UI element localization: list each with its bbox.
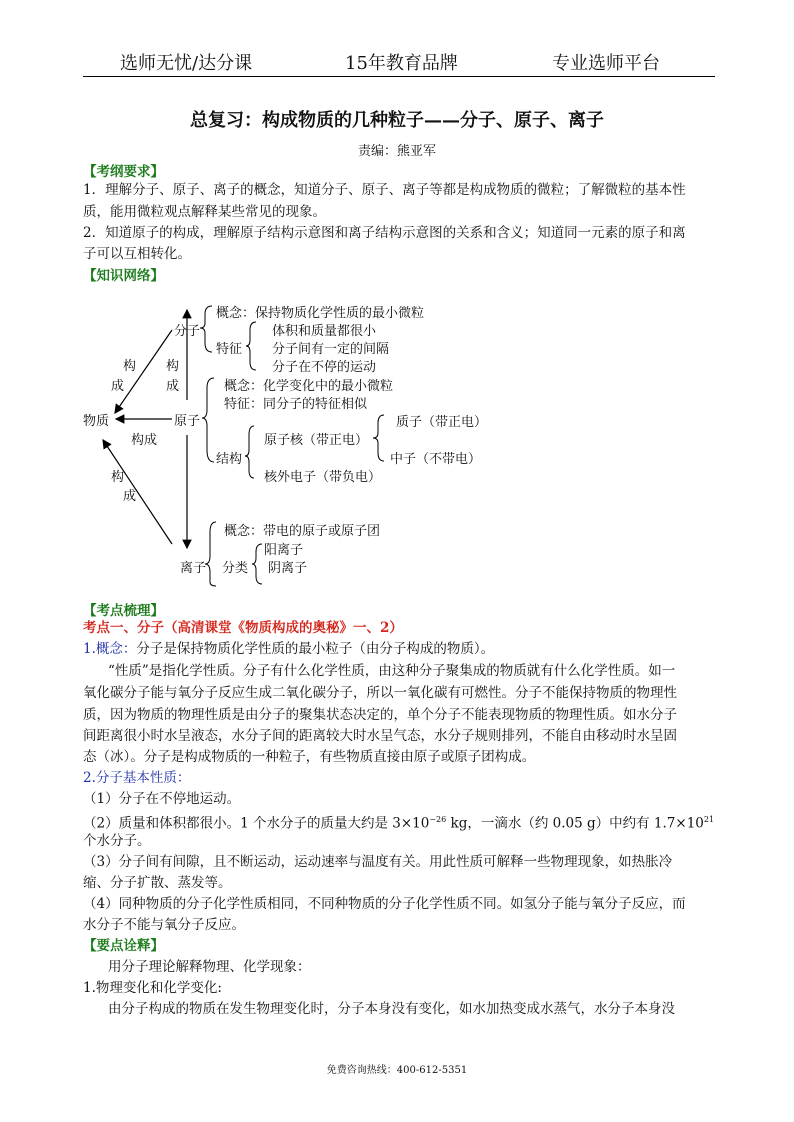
label-cheng-2: 成 xyxy=(166,379,180,394)
brace-yuanzihe xyxy=(373,415,384,461)
brace-lizi-fenlei xyxy=(252,544,262,584)
kaogang-line-2: 质，能用微粒观点解释某些常见的现象。 xyxy=(83,204,326,220)
label-goucheng: 构成 xyxy=(131,433,158,448)
kaogang-line-1: 1．理解分子、原子、离子的概念，知道分子、原子、离子等都是构成物质的微粒；了解微粒的基本性 xyxy=(83,182,686,198)
node-wuzhi: 物质 xyxy=(83,414,110,429)
brace-yuanzi xyxy=(202,378,214,462)
yuanzi-yuanzihe: 原子核（带正电） xyxy=(264,433,369,448)
yuanzi-zhongzi: 中子（不带电） xyxy=(390,452,482,467)
yuanzi-zhizi: 质子（带正电） xyxy=(396,415,488,430)
bianhua-text: 由分子构成的物质在发生物理变化时，分子本身没有变化，如水加热变成水蒸气，水分子本身没 xyxy=(108,1001,675,1017)
label-cheng-3: 成 xyxy=(123,489,137,504)
arrow-lizi-to-wuzhi xyxy=(103,440,172,544)
node-fenzi: 分子 xyxy=(174,324,201,339)
para1-line-5: 态（冰）。分子是构成物质的一种粒子，有些物质直接由原子或原子团构成。 xyxy=(83,749,536,765)
fenzi-tezheng-2: 分子间有一定的间隔 xyxy=(272,342,390,357)
header-left: 选师无忧/达分课 xyxy=(120,53,253,74)
yuanzi-gainian: 概念：化学变化中的最小微粒 xyxy=(224,379,394,394)
fenzi-tezheng: 特征 xyxy=(216,342,243,357)
yuanzi-tezheng: 特征：同分子的特征相似 xyxy=(224,397,368,412)
brace-fenzi xyxy=(200,306,212,352)
xingzhi-4a: （4）同种物质的分子化学性质相同，不同种物质的分子化学性质不同。如氢分子能与氧分子反应，而 xyxy=(83,896,686,912)
header-rule xyxy=(83,76,715,77)
xingzhi-label: 2.分子基本性质： xyxy=(83,770,191,786)
section-kaodian: 【考点梳理】 xyxy=(83,603,164,619)
xingzhi-4b: 水分子不能与氧分子反应。 xyxy=(83,917,245,933)
gainian-label: 1.概念： xyxy=(83,641,137,657)
page-title: 总复习：构成物质的几种粒子——分子、原子、离子 xyxy=(190,110,604,131)
fenzi-tezheng-1: 体积和质量都很小 xyxy=(272,324,377,339)
brace-lizi xyxy=(205,522,216,586)
label-cheng-1: 成 xyxy=(111,379,125,394)
xingzhi-2c: 个水分子。 xyxy=(83,833,151,849)
label-gou-1: 构 xyxy=(123,359,137,374)
gainian-line xyxy=(83,638,494,660)
xingzhi-1: （1）分子在不停地运动。 xyxy=(83,791,241,807)
lizi-gainian: 概念：带电的原子或原子团 xyxy=(224,524,381,539)
section-kaogang: 【考纲要求】 xyxy=(83,164,164,180)
yuanzi-hewai-dianzi: 核外电子（带负电） xyxy=(264,470,382,485)
label-gou-3: 构 xyxy=(111,470,125,485)
xingzhi-2a: （2）质量和体积都很小。1 个水分子的质量大约是 3×10 xyxy=(83,815,430,832)
xingzhi-3b: 缩、分子扩散、蒸发等。 xyxy=(83,875,232,891)
lizi-fenlei: 分类 xyxy=(222,561,249,576)
para1-line-1: “性质”是指化学性质。分子有什么化学性质，由这种分子聚集成的物质就有什么化学性质。如一 xyxy=(108,663,676,679)
knowledge-network-diagram xyxy=(0,290,794,590)
node-lizi: 离子 xyxy=(180,561,207,576)
kaogang-line-3: 2．知道原子的构成，理解原子结构示意图和离子结构示意图的关系和含义；知道同一元素的原子和离 xyxy=(83,225,686,241)
fenzi-gainian: 概念：保持物质化学性质的最小微粒 xyxy=(216,306,425,321)
para1-line-2: 氧化碳分子能与氧分子反应生成二氧化碳分子，所以一氧化碳有可燃性。分子不能保持物质的物理性 xyxy=(83,685,677,701)
section-zhishi: 【知识网络】 xyxy=(83,268,164,284)
exponent-1: −26 xyxy=(429,815,447,824)
lizi-yinlizi: 阴离子 xyxy=(268,561,308,576)
brace-fenzi-tezheng xyxy=(246,322,256,370)
yaodian-intro: 用分子理论解释物理、化学现象： xyxy=(108,959,311,975)
gainian-text: 分子是保持物质化学性质的最小粒子（由分子构成的物质）。 xyxy=(136,641,495,657)
xingzhi-2b: kg，一滴水（约 0.05 g）中约有 1.7×10 xyxy=(446,815,704,832)
xingzhi-2 xyxy=(83,809,714,835)
kaogang-line-4: 子可以互相转化。 xyxy=(83,246,191,262)
exponent-2: 21 xyxy=(703,815,715,824)
header-center: 15年教育品牌 xyxy=(345,53,458,74)
brace-yuanzi-jiegou xyxy=(245,426,254,478)
label-gou-2: 构 xyxy=(166,359,180,374)
fenzi-tezheng-3: 分子在不停的运动 xyxy=(272,360,377,375)
xingzhi-3a: （3）分子间有间隙，且不断运动，运动速率与温度有关。用此性质可解释一些物理现象，如热胀冷 xyxy=(83,854,673,870)
section-yaodian: 【要点诠释】 xyxy=(83,938,164,954)
bianhua-label: 1.物理变化和化学变化: xyxy=(83,980,222,996)
footer-hotline: 免费咨询热线：400-612-5351 xyxy=(326,1065,468,1076)
para1-line-3: 质，因为物质的物理性质是由分子的聚集状态决定的，单个分子不能表现物质的物理性质。如水分子 xyxy=(83,707,677,723)
lizi-yanglizi: 阳离子 xyxy=(264,543,304,558)
author-line: 责编：熊亚军 xyxy=(357,144,436,159)
kaodian1-title: 考点一、分子（高清课堂《物质构成的奥秘》一、2） xyxy=(83,620,403,636)
para1-line-4: 间距离很小时水呈液态，水分子间的距离较大时水呈气态，水分子规则排列，不能自由移动时水呈固 xyxy=(83,728,677,744)
yuanzi-jiegou: 结构 xyxy=(216,452,243,467)
node-yuanzi: 原子 xyxy=(174,414,201,429)
header-right: 专业选师平台 xyxy=(552,53,660,74)
